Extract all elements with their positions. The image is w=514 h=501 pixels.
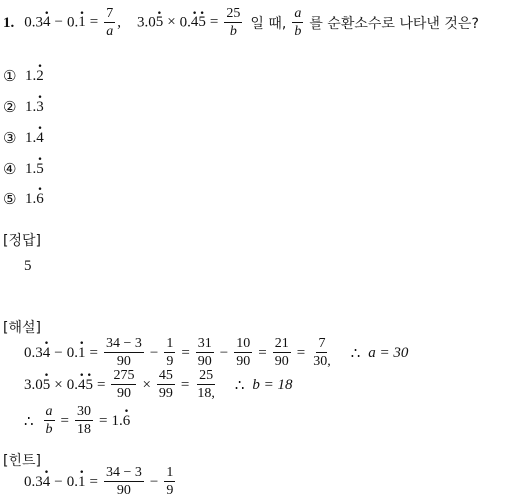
solution-line-2: 3.0 · 5 × 0. · 4 · 5 = $\frac{275}{90}$ × $\frac{45}{99}$ = $\frac{25}{18,}$ ∴ b = 18 (24, 367, 293, 403)
question-ratio: $\frac{a}{b}$ (294, 6, 302, 39)
solution-label: [해설] (3, 320, 41, 336)
choice-3[interactable] (3, 128, 44, 148)
solution-label-row (3, 318, 41, 336)
question-equation-1: 0.3· 4 − 0.· 1 = $\frac{7}{a}$ , (24, 7, 121, 39)
choice-1[interactable] (3, 66, 44, 86)
question-text-tail: 를 순환소수로 나타낸 것은? (309, 16, 479, 32)
hint-line: 0.3 · 4 − 0. · 1 = $\frac{34 - 3}{90}$ − $\frac{1}{9}$ (24, 464, 177, 500)
choice-value: 1.· 5 (25, 161, 44, 178)
answer-value: 5 (24, 257, 32, 274)
answer-label-row (3, 231, 41, 249)
choice-mark: ④ (3, 160, 17, 178)
choice-mark: ⑤ (3, 190, 17, 208)
choice-value: 1.· 6 (25, 191, 44, 208)
choice-value: 1.· 4 (25, 130, 44, 147)
choice-4[interactable] (3, 159, 44, 179)
answer-label: [정답] (3, 233, 41, 249)
solution-line-3: ∴ $\frac{a}{b}$ = $\frac{30}{18}$ = 1. · 6 (24, 403, 130, 439)
choice-5[interactable] (3, 189, 44, 209)
answer-value-row (24, 257, 32, 275)
choice-mark: ① (3, 67, 17, 85)
choice-value: 1.· 3 (25, 99, 44, 116)
choice-mark: ③ (3, 129, 17, 147)
choice-value: 1.· 2 (25, 68, 44, 85)
question-line (3, 6, 479, 40)
choice-mark: ② (3, 98, 17, 116)
question-equation-2: 3.0· 5 × 0.· 4· 5 = $\frac{25}{b}$ (137, 7, 244, 39)
hint-label: [힌트] (3, 453, 41, 469)
question-number: 1. (3, 14, 15, 31)
choice-2[interactable] (3, 97, 44, 117)
question-text-when: 일 때, (250, 16, 287, 32)
solution-line-1: 0.3 · 4 − 0. · 1 = $\frac{34 - 3}{90}$ − $\frac{1}{9}$ = $\frac{31}{90}$ − $\frac{10}{90}$ = $\frac{21}{90}$ = $\frac{7}{30,}$ ∴ a = 30 (24, 335, 408, 371)
